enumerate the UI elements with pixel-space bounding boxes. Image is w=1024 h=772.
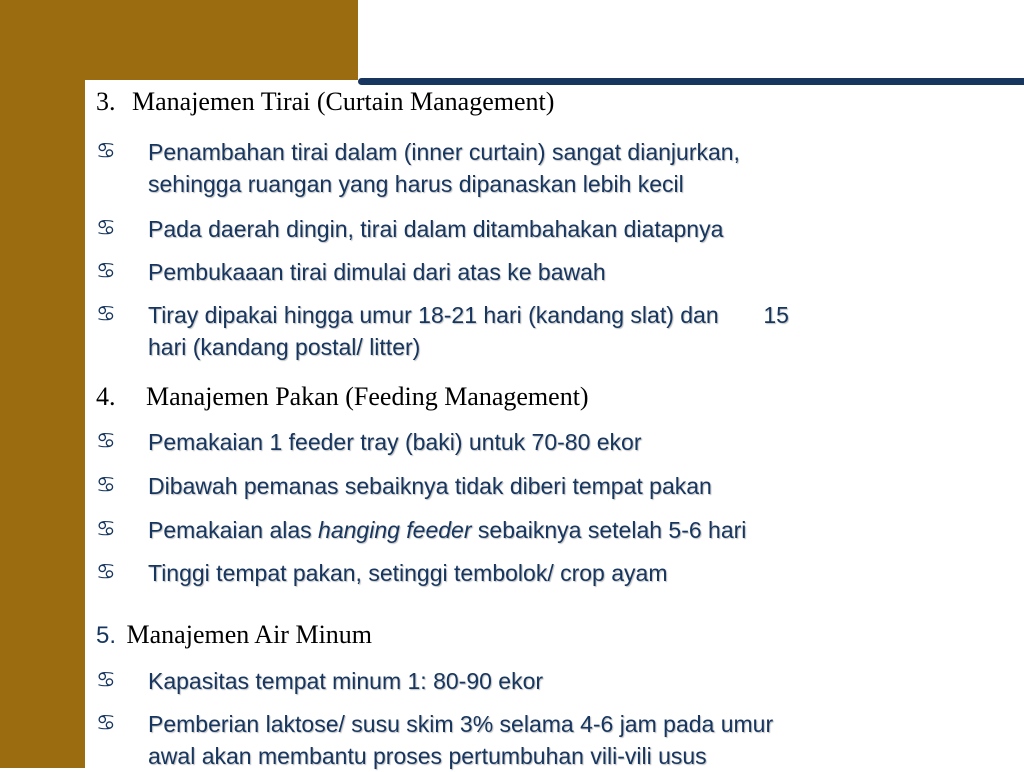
bullet-text-line: Kapasitas tempat minum 1: 80-90 ekor bbox=[148, 668, 544, 694]
bullet-text-line: Pada daerah dingin, tirai dalam ditambahakan diatapnya bbox=[148, 216, 724, 242]
bullet-item bbox=[96, 665, 996, 697]
cancer-bullet-icon: ♋ bbox=[96, 259, 116, 284]
bullet-text-line: sehingga ruangan yang harus dipanaskan lebih kecil bbox=[148, 171, 684, 197]
cancer-bullet-icon: ♋ bbox=[96, 473, 116, 498]
section-title: Manajemen Air Minum bbox=[126, 620, 373, 649]
cancer-bullet-icon: ♋ bbox=[96, 517, 116, 542]
bullet-item bbox=[96, 426, 996, 458]
bullet-text-line: Penambahan tirai dalam (inner curtain) sangat dianjurkan, bbox=[148, 139, 740, 165]
italic-term: hanging feeder bbox=[318, 517, 472, 543]
section-number: 3. bbox=[96, 87, 116, 116]
section-heading-3 bbox=[96, 87, 554, 117]
section-number: 4. bbox=[96, 382, 116, 411]
bullet-text-line: Pembukaaan tirai dimulai dari atas ke bawah bbox=[148, 259, 606, 285]
text-suffix: sebaiknya setelah 5-6 hari bbox=[471, 517, 747, 543]
bullet-item bbox=[96, 213, 996, 245]
section-heading-4 bbox=[96, 382, 589, 412]
bullet-item bbox=[96, 136, 996, 200]
section-heading-5 bbox=[96, 620, 372, 650]
cancer-bullet-icon: ♋ bbox=[96, 302, 116, 327]
bullet-text-line: Tinggi tempat pakan, setinggi tembolok/ crop ayam bbox=[148, 560, 668, 586]
bullet-item bbox=[96, 470, 996, 502]
text-prefix: Pemakaian alas bbox=[148, 517, 319, 543]
cancer-bullet-icon: ♋ bbox=[96, 139, 116, 164]
bullet-item bbox=[96, 708, 996, 772]
section-title: Manajemen Tirai (Curtain Management) bbox=[132, 87, 555, 116]
bullet-text-line: awal akan membantu proses pertumbuhan vili-vili usus bbox=[148, 743, 707, 769]
bullet-text-line: hari (kandang postal/ litter) bbox=[148, 334, 421, 360]
bullet-item bbox=[96, 557, 996, 589]
bullet-item bbox=[96, 514, 996, 546]
bullet-text-line: Tiray dipakai hingga umur 18-21 hari (kandang slat) dan 15 bbox=[148, 302, 789, 328]
cancer-bullet-icon: ♋ bbox=[96, 711, 116, 736]
section-number: 5. bbox=[96, 622, 117, 649]
cancer-bullet-icon: ♋ bbox=[96, 668, 116, 693]
bullet-text-line: Pemakaian 1 feeder tray (baki) untuk 70-80 ekor bbox=[148, 429, 642, 455]
cancer-bullet-icon: ♋ bbox=[96, 429, 116, 454]
cancer-bullet-icon: ♋ bbox=[96, 560, 116, 585]
bullet-text-line: Pemberian laktose/ susu skim 3% selama 4-6 jam pada umur bbox=[148, 711, 774, 737]
bullet-text-line: Dibawah pemanas sebaiknya tidak diberi tempat pakan bbox=[148, 473, 712, 499]
bullet-item bbox=[96, 256, 996, 288]
cancer-bullet-icon: ♋ bbox=[96, 216, 116, 241]
bullet-text-line bbox=[148, 514, 996, 546]
bullet-item bbox=[96, 299, 996, 363]
section-title: Manajemen Pakan (Feeding Management) bbox=[146, 382, 589, 411]
